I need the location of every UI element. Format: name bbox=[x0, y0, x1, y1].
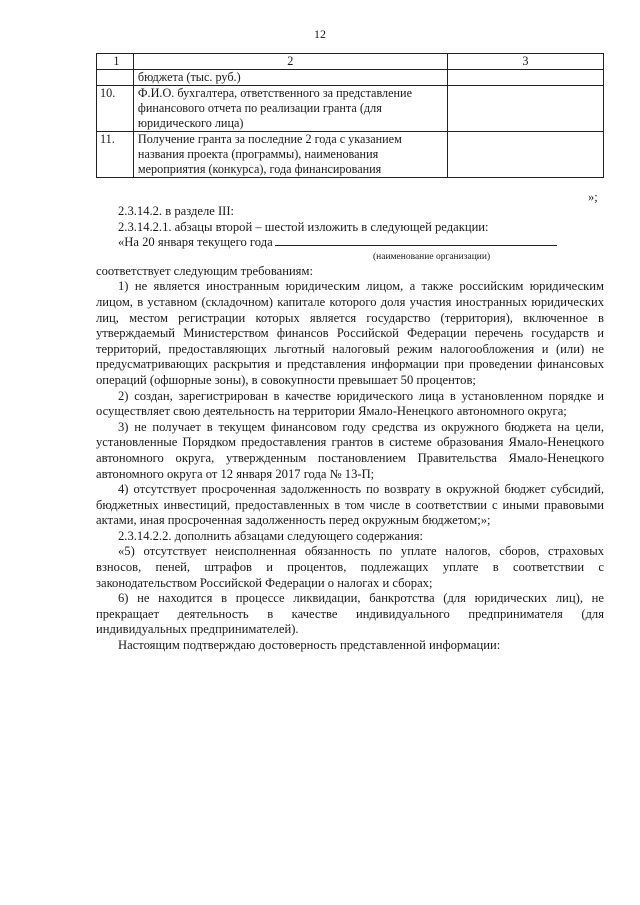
paragraph-section-3: 2.3.14.2. в разделе III: bbox=[118, 204, 235, 218]
organization-name-caption: (наименование организации) bbox=[373, 251, 491, 262]
paragraph-requirements-intro: соответствует следующим требованиям: bbox=[96, 263, 313, 278]
table-row bbox=[97, 132, 604, 178]
date-line-text: «На 20 января текущего года bbox=[118, 235, 273, 250]
paragraph-add-instruction: 2.3.14.2.2. дополнить абзацами следующего содержания: bbox=[118, 528, 424, 543]
table-header-cell-2: 2 bbox=[133, 54, 447, 70]
requirement-item-4: 4) отсутствует просроченная задолженность по возврату в окружной бюджет субсидий, бюджетных инвестиций, предоставленных в том числе в соответствии с иными правовыми актами, иная просроченная задолженность перед окружным бюджетом;»; bbox=[96, 482, 604, 528]
table-row bbox=[97, 86, 604, 132]
row-text: Получение гранта за последние 2 года с указанием названия проекта (программы), наименования мероприятия (конкурса), года финансирования bbox=[133, 132, 447, 178]
paragraph-edit-instruction: 2.3.14.2.1. абзацы второй – шестой изложить в следующей редакции: bbox=[118, 219, 489, 234]
row-number bbox=[97, 70, 134, 86]
requirement-item-6: 6) не находится в процессе ликвидации, банкротства (для юридических лиц), не прекращает деятельность в качестве индивидуального предпринимателя (для индивидуальных предпринимателей). bbox=[96, 591, 604, 637]
row-value bbox=[447, 70, 603, 86]
row-text: Ф.И.О. бухгалтера, ответственного за представление финансового отчета по реализации гранта (для юридического лица) bbox=[133, 86, 447, 132]
paragraph-confirmation: Настоящим подтверждаю достоверность представленной информации: bbox=[118, 638, 501, 653]
requirement-item-2: 2) создан, зарегистрирован в качестве юридического лица в установленном порядке и осуществляет свою деятельность на территории Ямало-Ненецкого автономного округа; bbox=[96, 388, 604, 419]
table-end-quote: »; bbox=[588, 190, 598, 204]
row-number: 11. bbox=[97, 132, 134, 178]
row-text: бюджета (тыс. руб.) bbox=[133, 70, 447, 86]
page-number: 12 bbox=[314, 27, 326, 41]
table-header-row bbox=[97, 54, 604, 70]
table-header-cell-3: 3 bbox=[447, 54, 603, 70]
document-body bbox=[96, 204, 604, 654]
requirement-item-3: 3) не получает в текущем финансовом году средства из окружного бюджета на цели, установленные Порядком предоставления грантов в системе образования Ямало-Ненецкого автономного округа, утвержденным постановлением Правительства Ямало-Ненецкого автономного округа от 12 января 2017 года № 13-П; bbox=[96, 419, 604, 481]
requirement-item-1: 1) не является иностранным юридическим лицом, а также российским юридическим лицом, в уставном (складочном) капитале которого доля участия иностранных юридических лиц, местом регистрации которых является государство (территория), включенное в утверждаемый Министерством финансов Российской Федерации перечень государств и территорий, предоставляющих льготный налоговый режим налогообложения и (или) не предусматривающих раскрытия и представления информации при проведении финансовых операций (офшорные зоны), в совокупности превышает 50 процентов; bbox=[96, 279, 604, 387]
organization-name-blank bbox=[275, 235, 557, 246]
row-value bbox=[447, 132, 603, 178]
requirement-item-5: «5) отсутствует неисполненная обязанность по уплате налогов, сборов, страховых взносов, пеней, штрафов и процентов, подлежащих уплате в соответствии с законодательством Российской Федерации о налогах и сборах; bbox=[96, 544, 604, 590]
paragraph-date-line bbox=[96, 235, 604, 251]
row-number: 10. bbox=[97, 86, 134, 132]
requirements-table bbox=[96, 53, 604, 178]
table-row bbox=[97, 70, 604, 86]
row-value bbox=[447, 86, 603, 132]
table-header-cell-1: 1 bbox=[97, 54, 134, 70]
